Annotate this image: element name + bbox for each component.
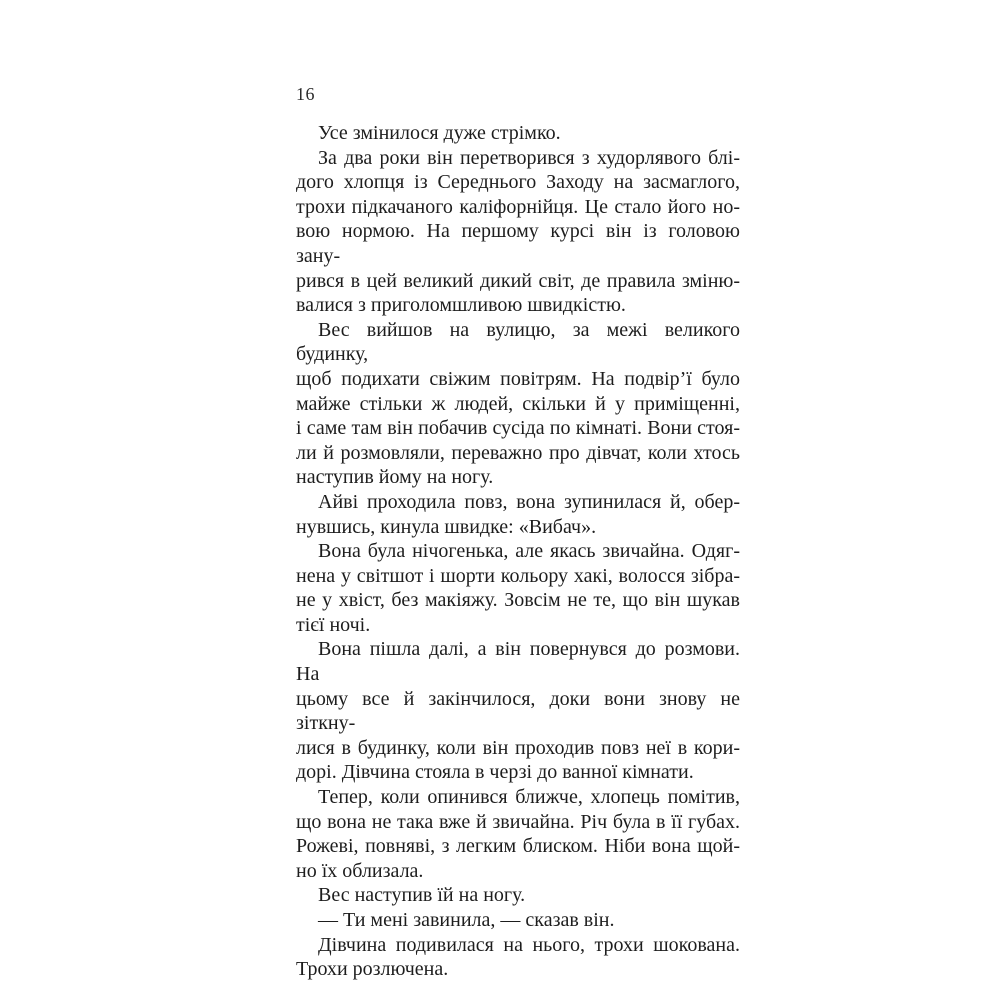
paragraph	[296, 933, 740, 982]
text-line: Айві проходила повз, вона зупинилася й, обер-	[318, 490, 740, 513]
text-line: — Ти мені завинила, — сказав він.	[318, 909, 615, 931]
paragraph	[296, 539, 740, 637]
text-line: майже стільки ж людей, скільки й у приміщенні,	[296, 392, 740, 415]
text-line: нувшись, кинула швидке: «Вибач».	[296, 515, 597, 538]
text-line: тієї ночі.	[296, 613, 371, 636]
paragraph	[296, 637, 740, 785]
text-line: Тепер, коли опинився ближче, хлопець помітив,	[318, 786, 740, 809]
text-line: рився в цей великий дикий світ, де правила зміню-	[296, 269, 740, 292]
text-line: За два роки він перетворився з худорлявого блі-	[318, 146, 740, 169]
text-line: ли й розмовляли, переважно про дівчат, коли хтось	[296, 441, 740, 464]
text-line: Вес вийшов на вулицю, за межі великого будинку,	[296, 318, 740, 366]
paragraph	[296, 785, 740, 883]
text-line: Дівчина подивилася на нього, трохи шокована.	[318, 933, 740, 956]
paragraph	[296, 908, 740, 933]
text-line: що вона не така вже й звичайна. Річ була в її губах.	[296, 810, 740, 833]
text-line: Вона була нічогенька, але якась звичайна. Одяг-	[318, 540, 740, 563]
text-line: нена у світшот і шорти кольору хакі, волосся зібра-	[296, 564, 740, 587]
paragraph	[296, 883, 740, 908]
text-line: Вес наступив їй на ногу.	[318, 884, 526, 907]
paragraph	[296, 146, 740, 318]
text-line: Усе змінилося дуже стрімко.	[318, 122, 561, 144]
text-line: Рожеві, повняві, з легким блиском. Ніби вона щой-	[296, 835, 740, 858]
text-line: валися з приголомшливою швидкістю.	[296, 294, 626, 317]
page-number: 16	[296, 84, 315, 104]
text-line: цьому все й закінчилося, доки вони знову не зіткну-	[296, 687, 740, 735]
text-line: і саме там він побачив сусіда по кімнаті. Вони стоя-	[296, 417, 740, 440]
body-text	[296, 121, 740, 982]
text-line: не у хвіст, без макіяжу. Зовсім не те, що він шукав	[296, 589, 740, 612]
paragraph	[296, 490, 740, 539]
paragraph	[296, 318, 740, 490]
text-line: дорі. Дівчина стояла в черзі до ванної кімнати.	[296, 761, 694, 784]
text-line: трохи підкачаного каліфорнійця. Це стало його но-	[296, 195, 740, 218]
text-line: Вона пішла далі, а він повернувся до розмови. На	[296, 638, 740, 686]
paragraph	[296, 121, 740, 146]
text-line: вою нормою. На першому курсі він із головою зану-	[296, 220, 740, 267]
text-line: наступив йому на ногу.	[296, 466, 494, 489]
text-line: дого хлопця із Середнього Заходу на засмаглого,	[296, 171, 740, 194]
text-line: но їх облизала.	[296, 859, 424, 882]
text-line: лися в будинку, коли він проходив повз неї в кори-	[296, 736, 740, 759]
text-line: щоб подихати свіжим повітрям. На подвір’ї було	[296, 367, 740, 390]
text-line: Трохи розлючена.	[296, 958, 449, 981]
